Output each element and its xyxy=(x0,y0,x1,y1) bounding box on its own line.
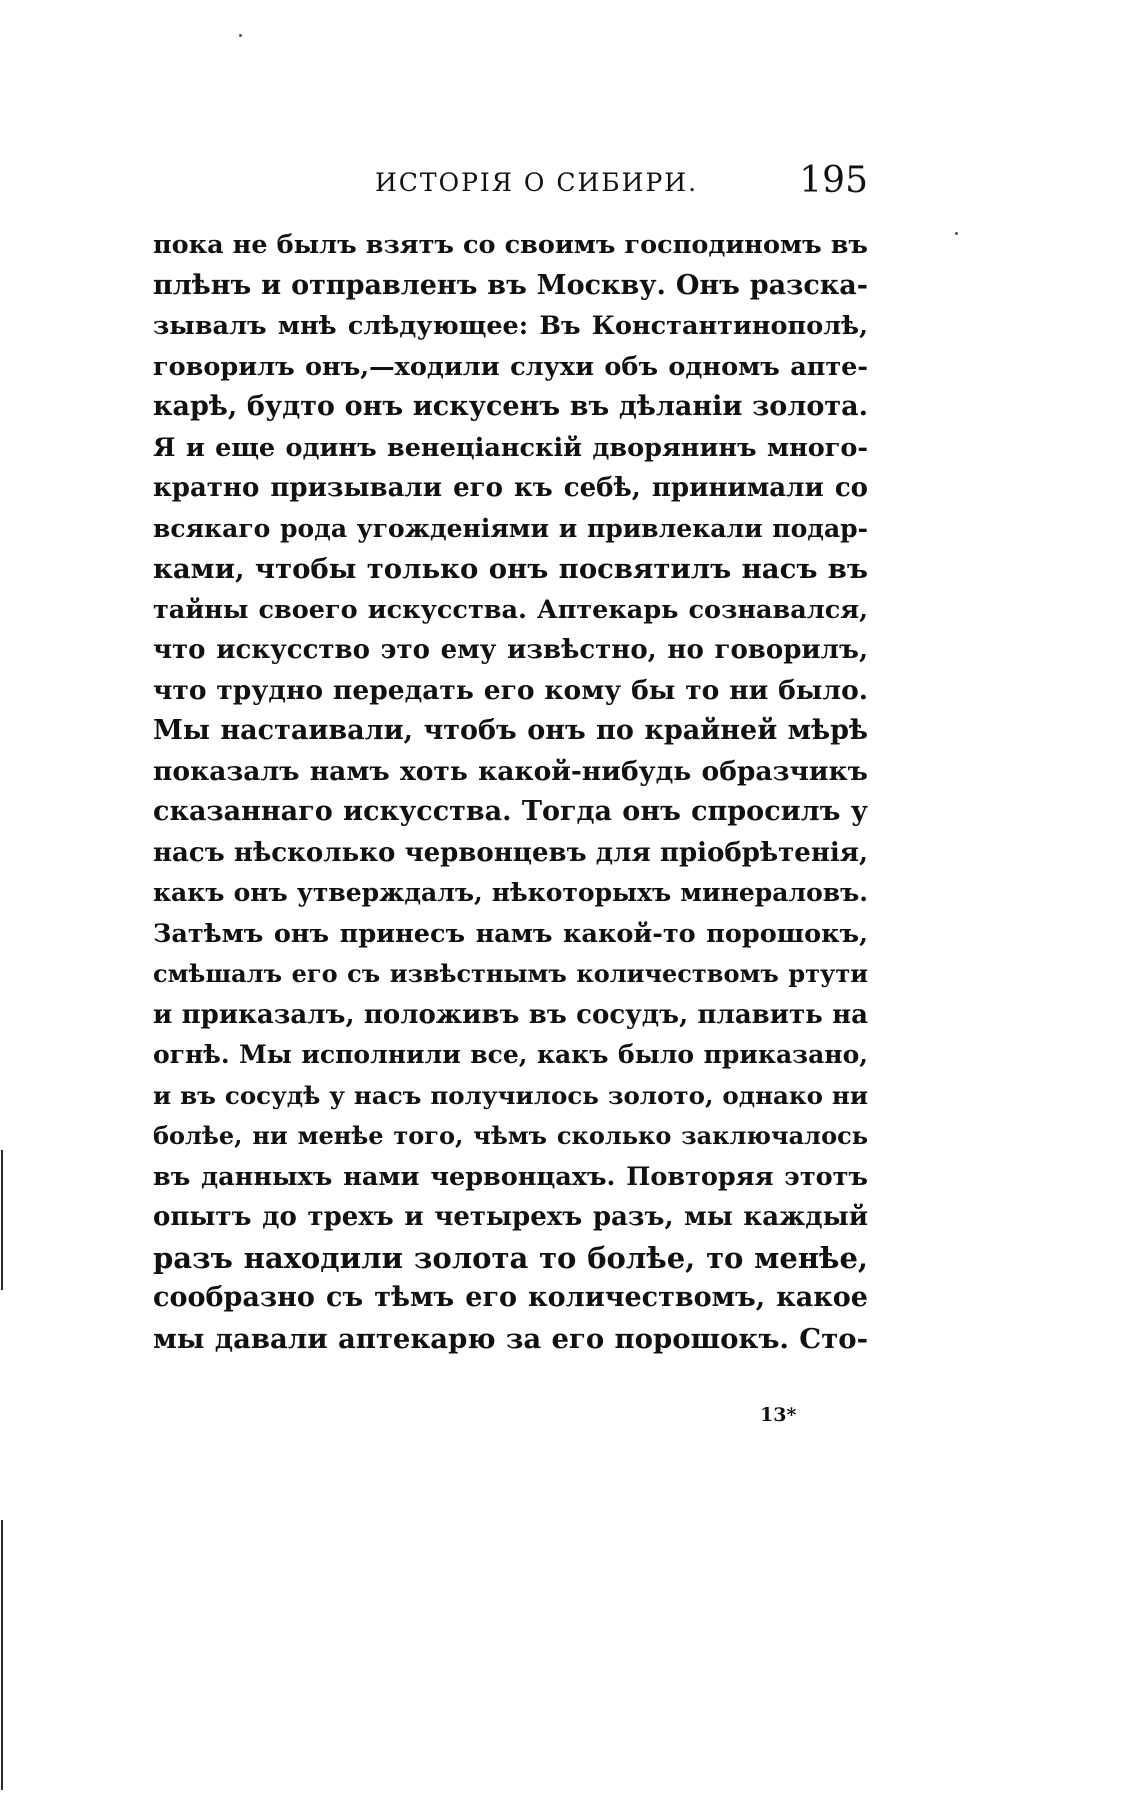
text-line: и въ сосудѣ у насъ получилось золото, однако ни xyxy=(153,1080,868,1110)
text-line: тайны своего искусства. Аптекарь сознавался, xyxy=(153,594,868,625)
text-line: сказаннаго искусства. Тогда онъ спросилъ у xyxy=(153,796,868,827)
text-line: смѣшалъ его съ извѣстнымъ количествомъ ртути xyxy=(153,959,868,988)
text-line: болѣе, ни менѣе того, чѣмъ сколько заключалось xyxy=(153,1121,868,1150)
text-line: насъ нѣсколько червонцевъ для пріобрѣтенія, xyxy=(153,837,868,868)
scan-edge-mark xyxy=(1,1520,3,1790)
running-title: ИСТОРІЯ О СИБИРИ. xyxy=(375,168,699,197)
text-line: ками, чтобы только онъ посвятилъ насъ въ xyxy=(153,553,868,585)
text-line: Мы настаивали, чтобъ онъ по крайней мѣрѣ xyxy=(153,715,868,746)
text-line: что искусство это ему извѣстно, но говорилъ, xyxy=(153,635,868,665)
text-line: плѣнъ и отправленъ въ Москву. Онъ разска- xyxy=(153,269,868,301)
scan-speck xyxy=(955,232,958,235)
text-line: что трудно передать его кому бы то ни было. xyxy=(153,674,868,706)
text-line: опытъ до трехъ и четырехъ разъ, мы каждый xyxy=(153,1202,868,1232)
page-number: 195 xyxy=(799,160,868,201)
text-line: мы давали аптекарю за его порошокъ. Сто- xyxy=(153,1322,868,1355)
text-line: пока не былъ взятъ со своимъ господиномъ въ xyxy=(153,230,868,260)
running-head xyxy=(153,160,868,206)
text-line: какъ онъ утверждалъ, нѣкоторыхъ минераловъ. xyxy=(153,878,868,907)
text-line: разъ находили золота то болѣе, то менѣе, xyxy=(153,1240,868,1275)
body-text xyxy=(153,225,868,1359)
text-line: всякаго рода угожденіями и привлекали подар- xyxy=(153,513,868,543)
text-line: сообразно съ тѣмъ его количествомъ, какое xyxy=(153,1282,868,1313)
text-line: Я и еще одинъ венеціанскій дворянинъ много- xyxy=(153,432,868,463)
text-line: въ данныхъ нами червонцахъ. Повторяя этотъ xyxy=(153,1161,868,1192)
scan-speck xyxy=(239,34,242,37)
text-line: показалъ намъ хоть какой-нибудь образчикъ xyxy=(153,755,868,787)
text-line: кратно призывали его къ себѣ, принимали со xyxy=(153,473,868,503)
text-line: Затѣмъ онъ принесъ намъ какой-то порошокъ, xyxy=(153,918,868,949)
text-line: зывалъ мнѣ слѣдующее: Въ Константинополѣ, xyxy=(153,311,868,341)
scan-edge-mark xyxy=(1,1150,3,1290)
text-line: огнѣ. Мы исполнили все, какъ было приказано, xyxy=(153,1040,868,1069)
signature-mark: 13* xyxy=(760,1404,797,1426)
text-line: и приказалъ, положивъ въ сосудъ, плавить на xyxy=(153,999,868,1030)
text-line: карѣ, будто онъ искусенъ въ дѣланіи золота. xyxy=(153,391,868,422)
text-line: говорилъ онъ,—ходили слухи объ одномъ апте- xyxy=(153,351,868,382)
